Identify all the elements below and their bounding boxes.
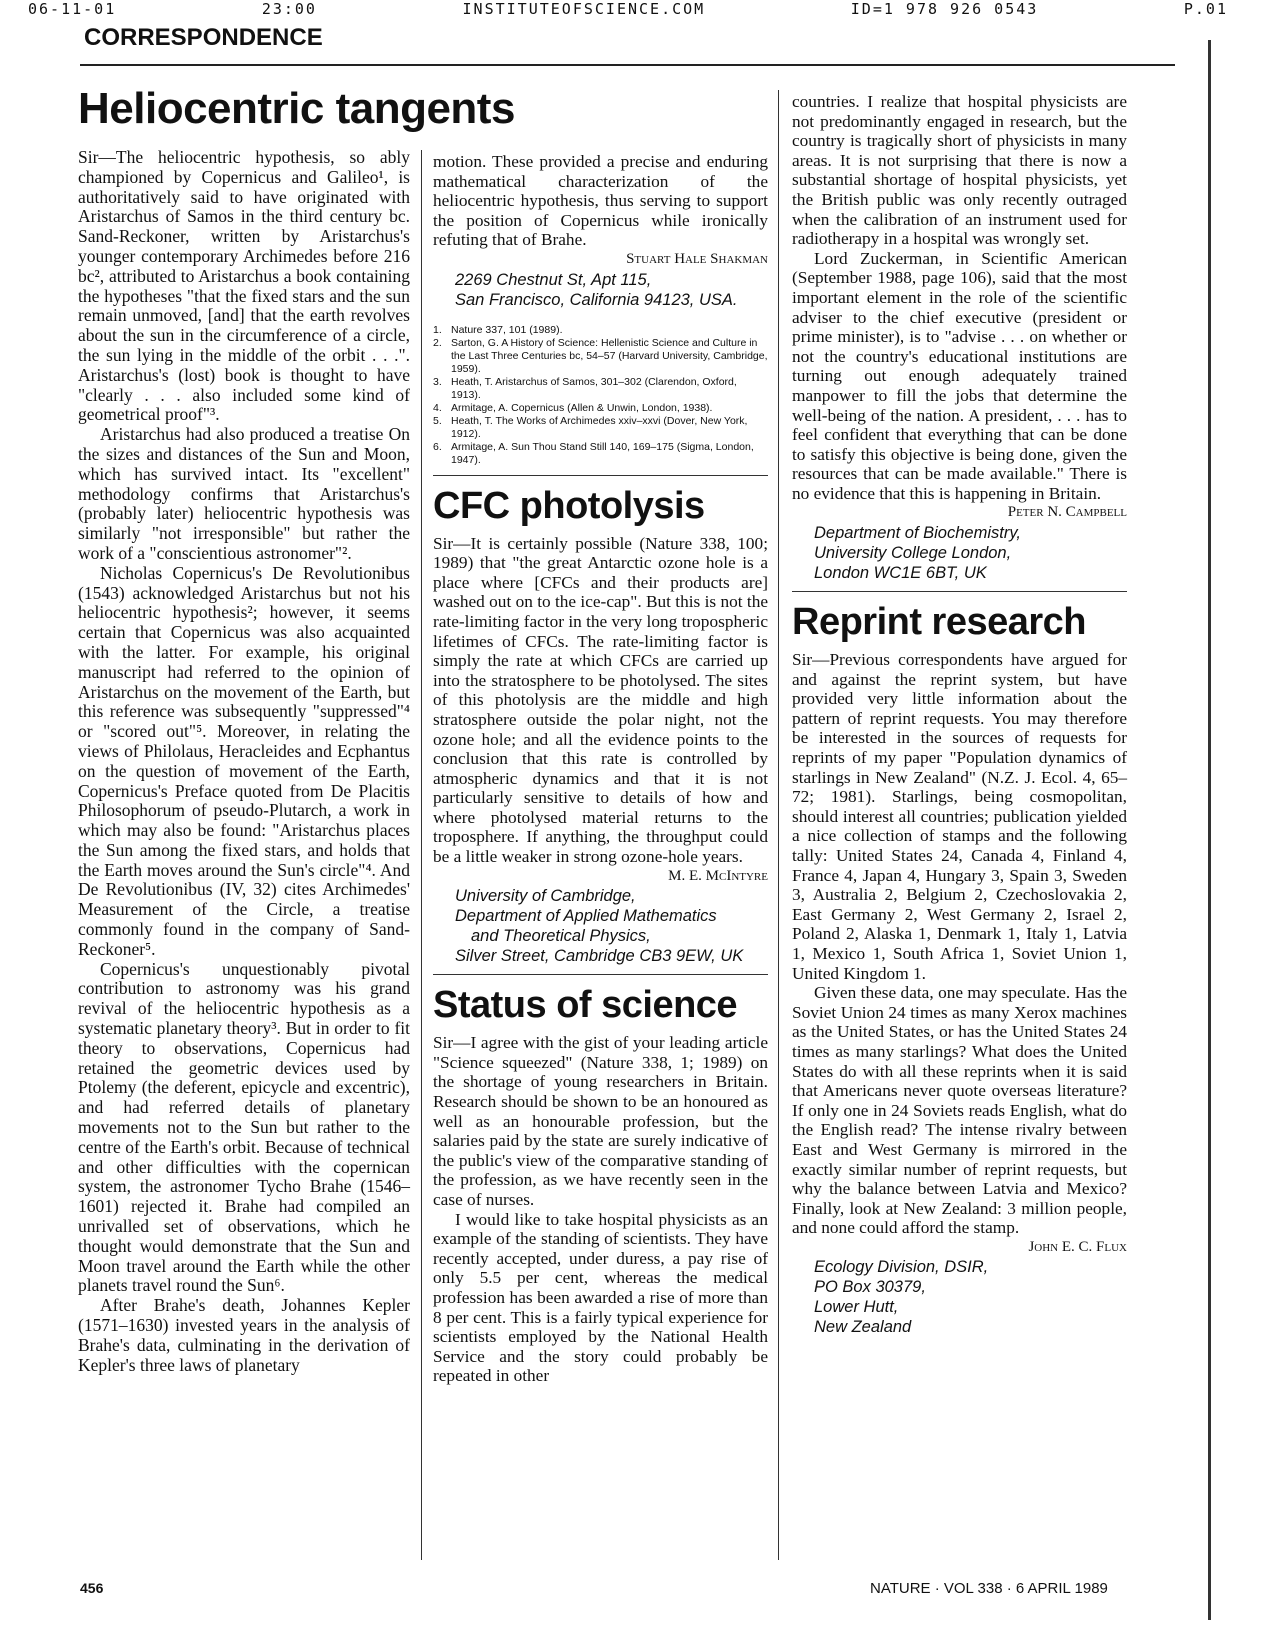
paragraph: Sir—I agree with the gist of your leading article "Science squeezed" (Nature 338, 1; 1989) on the shortage of young researchers in Britain. Research should be shown to be an honoured as well as an honourable profession, but the salaries paid by the state are surely indicative of the public's view of the comparative standing of the profession, as we have recently seen in the case of nurses. <box>433 1033 768 1209</box>
paragraph: countries. I realize that hospital physicists are not predominantly engaged in research, but the country is tragically short of physicists in many areas. It is not surprising that there is now a substantial shortage of hospital physicists, yet the British public was only recently outraged when the calibration of an instrument used for radiotherapy in a hospital was wrongly set. <box>792 92 1127 249</box>
address-line: New Zealand <box>814 1318 912 1337</box>
address-line: San Francisco, California 94123, USA. <box>455 290 738 309</box>
article-divider <box>433 475 768 476</box>
article-title-reprint: Reprint research <box>792 601 1087 644</box>
address-line: Lower Hutt, <box>814 1298 899 1317</box>
paragraph: Given these data, one may speculate. Has the Soviet Union 24 times as many Xerox machines as the United States, or has the United States 24 times as many starlings? What does the United States do with all these reprints when it is said that Americans never quote overseas literature? If only one in 24 Soviets reads English, what do the English read? The intense rivalry between East and West Germany is mirrored in the exactly similar number of reprint requests, but why the balance between Latvia and Mexico? Finally, look at New Zealand: 3 million people, and none could afford the stamp. <box>792 983 1127 1238</box>
address-line: Department of Applied Mathematics <box>455 907 717 926</box>
address-line: and Theoretical Physics, <box>471 927 651 946</box>
signature: Stuart Hale Shakman <box>626 250 768 267</box>
reference-item: 2. Sarton, G. A History of Science: Hellenistic Science and Culture in the Last Three Centuries bc, 54–57 (Harvard University, Cambridge, 1959). <box>433 336 768 375</box>
column-divider <box>421 150 422 1560</box>
page-edge <box>1208 40 1211 1620</box>
journal-footer: NATURE · VOL 338 · 6 APRIL 1989 <box>870 1580 1108 1597</box>
address-line: London WC1E 6BT, UK <box>814 564 987 583</box>
article-title-status: Status of science <box>433 984 738 1027</box>
fax-page: P.01 <box>1183 0 1228 18</box>
paragraph: Aristarchus had also produced a treatise On the sizes and distances of the Sun and Moon, which has survived intact. Its "excellent" methodology confirms that Aristarchus's (probably later) heliocentric hypothesis was similarly "not irresponsible" but rather the work of a "conscientious astronomer"². <box>78 424 410 563</box>
paragraph: motion. These provided a precise and enduring mathematical characterization of the heliocentric hypothesis, thus serving to support the position of Copernicus while ironically refuting that of Brahe. <box>433 152 768 250</box>
article-title-cfc: CFC photolysis <box>433 484 705 527</box>
references-list <box>433 324 768 467</box>
fax-header <box>28 0 1228 18</box>
signature: Peter N. Campbell <box>1007 504 1127 521</box>
reference-item: 6. Armitage, A. Sun Thou Stand Still 140, 169–175 (Sigma, London, 1947). <box>433 440 754 466</box>
paragraph: Sir—Previous correspondents have argued for and against the reprint system, but have provided very little information about the pattern of reprint requests. You may therefore be interested in the sources of requests for reprints of my paper "Population dynamics of starlings in New Zealand" (N.Z. J. Ecol. 4, 65–72; 1981). Starlings, being cosmopolitan, should interest all countries; publication yielded a nice collection of stamps and the following tally: United States 24, Canada 4, Finland 4, France 4, Japan 4, Hungary 3, Spain 3, Sweden 3, Australia 2, Belgium 2, Czechoslovakia 2, East Germany 2, West Germany 2, Israel 2, Poland 2, Alaska 1, Denmark 1, Italy 1, Latvia 1, Mexico 1, South Africa 1, Soviet Union 1, United Kingdom 1. <box>792 650 1127 983</box>
column-2 <box>433 152 768 1386</box>
column-3 <box>792 92 1127 1337</box>
address-line: University College London, <box>814 544 1012 563</box>
address-line: University of Cambridge, <box>455 887 636 906</box>
address-line: 2269 Chestnut St, Apt 115, <box>455 270 652 289</box>
page-number: 456 <box>80 1580 104 1596</box>
paragraph: Lord Zuckerman, in Scientific American (September 1988, page 106), said that the most important element in the role of the scientific adviser to the chief executive (president or prime minister), is to "advise . . . on whether or not the country's educational institutions are turning out enough adequately trained manpower to fill the jobs that determine the well-being of the nation. A president, . . . has to feel confident that everything that can be done to satisfy this objective is being done, given the resources that can be made available." There is no evidence that this is happening in Britain. <box>792 248 1127 503</box>
reference-item: 1. Nature 337, 101 (1989). <box>433 323 563 336</box>
paragraph: Nicholas Copernicus's De Revolutionibus (1543) acknowledged Aristarchus but not his heliocentric hypothesis²; however, it seems certain that Copernicus was also acquainted with the latter. For example, his original manuscript had referred to the opinion of Aristarchus on the movement of the Earth, but this reference was subsequently "suppressed"⁴ or "scored out"⁵. Moreover, in relating the views of Philolaus, Heracleides and Ecphantus on the question of movement of the Earth, Copernicus's Preface quoted from De Placitis Philosophorum of pseudo-Plutarch, a work in which may also be found: "Aristarchus places the Sun among the fixed stars, and holds that the Earth moves around the Sun's circle"⁴. And De Revolutionibus (IV, 32) cites Archimedes' Measurement of the Circle, a treatise commonly found in the company of Sand-Reckoner⁵. <box>78 562 410 959</box>
paragraph: Copernicus's unquestionably pivotal contribution to astronomy was his grand revival of the heliocentric hypothesis as a systematic planetary theory³. But in order to fit theory to observations, Copernicus had retained the geometric devices used by Ptolemy (the deferent, epicycle and excentric), and had referred details of planetary movements not to the Sun but rather to the centre of the Earth's orbit. Because of technical and other difficulties with the copernican system, the astronomer Tycho Brahe (1546–1601) rejected it. Brahe had compiled an unrivalled set of observations, which he thought would demonstrate that the Sun and Moon travel around the Earth while the other planets travel round the Sun⁶. <box>78 958 410 1296</box>
article-divider <box>433 974 768 975</box>
article-divider <box>792 591 1127 592</box>
address-line: Silver Street, Cambridge CB3 9EW, UK <box>455 947 744 966</box>
reference-item: 3. Heath, T. Aristarchus of Samos, 301–302 (Clarendon, Oxford, 1913). <box>433 375 737 401</box>
article-title-heliocentric: Heliocentric tangents <box>78 84 515 133</box>
address-line: PO Box 30379, <box>814 1278 926 1297</box>
paragraph: I would like to take hospital physicists as an example of the standing of scientists. They have recently accepted, under duress, a pay rise of only 5.5 per cent, whereas the medical profession has been awarded a rise of more than 8 per cent. This is a fairly typical experience for scientists employed by the National Health Service and the story could probably be repeated in other <box>433 1209 768 1386</box>
reference-item: 5. Heath, T. The Works of Archimedes xxiv–xxvi (Dover, New York, 1912). <box>433 414 748 440</box>
fax-time: 23:00 <box>261 0 317 18</box>
address-line: Ecology Division, DSIR, <box>814 1258 989 1277</box>
paragraph: After Brahe's death, Johannes Kepler (1571–1630) invested years in the analysis of Brahe's data, culminating in the derivation of Kepler's three laws of planetary <box>78 1295 410 1375</box>
signature: M. E. McIntyre <box>668 867 768 884</box>
paragraph: Sir—The heliocentric hypothesis, so ably championed by Copernicus and Galileo¹, is authoritatively said to have originated with Aristarchus of Samos in the third century bc. Sand-Reckoner, written by Aristarchus's younger contemporary Archimedes before 216 bc², attributed to Aristarchus a book containing the hypotheses "that the fixed stars and the sun remain unmoved, [and] that the earth revolves about the sun in the circumference of a circle, the sun lying in the middle of the orbit . . .". Aristarchus's (lost) book is thought to have "clearly . . . also included some kind of geometrical proof"³. <box>78 147 410 425</box>
address-line: Department of Biochemistry, <box>814 524 1021 543</box>
fax-source: INSTITUTEOFSCIENCE.COM <box>462 0 706 18</box>
signature: John E. C. Flux <box>1028 1238 1127 1255</box>
fax-date: 06-11-01 <box>28 0 117 18</box>
section-heading: CORRESPONDENCE <box>84 24 323 51</box>
paragraph: Sir—It is certainly possible (Nature 338, 100; 1989) that "the great Antarctic ozone hole is a place where [CFCs and their products are] washed out on to the ice-cap". But this is not the rate-limiting factor in the very long tropospheric lifetimes of CFCs. The rate-limiting factor is simply the rate at which CFCs are carried up into the stratosphere to be photolysed. The sites of this photolysis are the middle and high stratosphere outside the polar night, not the ozone hole; and all the evidence points to the conclusion that this rate is controlled by atmospheric dynamics and that it is not particularly sensitive to details of how and where photolysed material returns to the troposphere. If anything, the throughput could be a little weaker in strong ozone-hole years. <box>433 533 768 867</box>
header-rule <box>80 64 1175 66</box>
fax-id: ID=1 978 926 0543 <box>850 0 1039 18</box>
column-divider <box>778 90 779 1560</box>
reference-item: 4. Armitage, A. Copernicus (Allen & Unwin, London, 1938). <box>433 401 713 414</box>
